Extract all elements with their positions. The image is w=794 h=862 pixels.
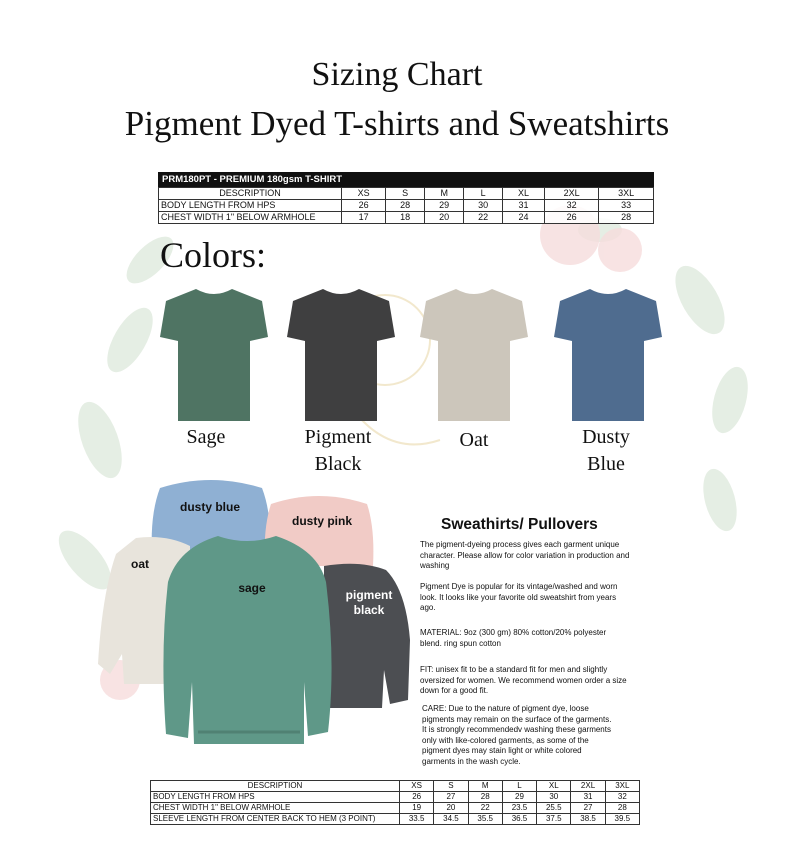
table-header-cell: 2XL	[544, 188, 599, 200]
table-cell: CHEST WIDTH 1" BELOW ARMHOLE	[151, 803, 400, 814]
paragraph-line: MATERIAL: 9oz (300 gm) 80% cotton/20% polyester	[420, 628, 607, 637]
sweatshirt-color-label	[170, 500, 250, 515]
tshirt-color-name: Blue	[587, 453, 625, 475]
table-cell: 29	[502, 792, 536, 803]
table-cell: 28	[468, 792, 502, 803]
table-cell: 20	[434, 803, 468, 814]
table-header-cell: 2XL	[571, 781, 605, 792]
table-header-cell: DESCRIPTION	[151, 781, 400, 792]
table-cell: 30	[464, 200, 503, 212]
material-paragraph	[420, 628, 690, 649]
page-subtitle: Pigment Dyed T-shirts and Sweatshirts	[124, 104, 670, 143]
table-cell: 24	[503, 212, 545, 224]
paragraph-line: down for a good fit.	[420, 686, 489, 695]
table-header-cell: DESCRIPTION	[159, 188, 342, 200]
table-header-cell: S	[386, 188, 425, 200]
paragraph-line: character. Please allow for color variation in production and	[420, 550, 630, 560]
sweatshirt-sage-image	[158, 532, 336, 752]
paragraph-line: It is strongly recommendedv washing these garments	[422, 725, 611, 734]
table-cell: 31	[503, 200, 545, 212]
table-cell: 33	[599, 200, 654, 212]
table-row	[151, 792, 640, 803]
colors-heading: Colors:	[160, 235, 267, 275]
sweatshirt-color-name: dusty pink	[291, 514, 352, 528]
sweatshirt-color-label	[118, 557, 162, 572]
tshirt-color-label	[424, 427, 524, 454]
paragraph-line: blend. ring spun cotton	[420, 638, 501, 648]
sweatshirt-color-name: black	[353, 603, 385, 617]
table-header-row	[151, 781, 640, 792]
page-title: Sizing Chart	[311, 56, 483, 93]
table-cell: 29	[425, 200, 464, 212]
tshirt-dusty-blue-image	[552, 285, 664, 425]
tshirt-color-label	[288, 424, 388, 478]
table-cell: 38.5	[571, 814, 605, 825]
table-cell: 32	[544, 200, 599, 212]
tshirt-size-table	[158, 172, 654, 224]
table-cell: 30	[537, 792, 571, 803]
table-cell: 35.5	[468, 814, 502, 825]
fit-paragraph	[420, 665, 690, 697]
table-row	[151, 803, 640, 814]
table-row	[159, 200, 654, 212]
sweatshirt-color-name: pigment	[345, 588, 393, 602]
table-cell: 26	[544, 212, 599, 224]
tshirt-color-name: Oat	[459, 429, 489, 451]
table-cell: 31	[571, 792, 605, 803]
table-cell: 18	[386, 212, 425, 224]
table-cell: BODY LENGTH FROM HPS	[159, 200, 342, 212]
paragraph-line: washing	[420, 561, 450, 570]
sweatshirt-color-name: dusty blue	[179, 500, 240, 514]
sweatshirt-color-label	[222, 581, 282, 596]
table-header-row	[159, 188, 654, 200]
paragraph-line: ago.	[420, 603, 436, 612]
tshirt-color-name: Sage	[186, 426, 226, 448]
table-row	[151, 814, 640, 825]
tshirt-table-caption: PRM180PT - PREMIUM 180gsm T-SHIRT	[158, 172, 654, 187]
table-cell: 28	[605, 803, 639, 814]
table-header-cell: XS	[342, 188, 386, 200]
table-cell: 20	[425, 212, 464, 224]
table-cell: 34.5	[434, 814, 468, 825]
table-header-cell: XL	[503, 188, 545, 200]
table-header-cell: XS	[400, 781, 434, 792]
table-cell: 39.5	[605, 814, 639, 825]
paragraph-line: The pigment-dyeing process gives each garment unique	[420, 540, 620, 549]
table-cell: 26	[400, 792, 434, 803]
table-cell: 26	[342, 200, 386, 212]
tshirt-color-name: Black	[314, 453, 362, 475]
table-cell: CHEST WIDTH 1" BELOW ARMHOLE	[159, 212, 342, 224]
table-cell: 23.5	[502, 803, 536, 814]
table-cell: 28	[599, 212, 654, 224]
paragraph-line: only with like-colored garments, as some of the	[422, 735, 589, 745]
paragraph-line: CARE: Due to the nature of pigment dye, loose	[422, 704, 589, 713]
paragraph-line: garments in the wash cycle.	[422, 756, 521, 766]
table-header-cell: 3XL	[605, 781, 639, 792]
table-row	[159, 212, 654, 224]
sweatshirt-color-label	[280, 514, 364, 529]
tshirt-color-label	[556, 424, 656, 478]
table-cell: 33.5	[400, 814, 434, 825]
tshirt-color-name: Dusty	[582, 426, 630, 448]
table-cell: 17	[342, 212, 386, 224]
table-header-cell: 3XL	[599, 188, 654, 200]
table-cell: 36.5	[502, 814, 536, 825]
table-cell: SLEEVE LENGTH FROM CENTER BACK TO HEM (3 POINT)	[151, 814, 400, 825]
table-header-cell: L	[464, 188, 503, 200]
tshirt-color-name: Pigment	[304, 426, 372, 448]
table-header-cell: L	[502, 781, 536, 792]
sweatshirt-heading: Sweathirts/ Pullovers	[441, 516, 598, 533]
table-header-cell: M	[425, 188, 464, 200]
description-paragraph	[420, 540, 690, 572]
table-cell: 28	[386, 200, 425, 212]
table-cell: 22	[468, 803, 502, 814]
table-cell: 27	[571, 803, 605, 814]
pigment-dye-paragraph	[420, 582, 690, 614]
table-cell: 22	[464, 212, 503, 224]
tshirt-oat-image	[418, 285, 530, 425]
table-cell: BODY LENGTH FROM HPS	[151, 792, 400, 803]
sweatshirt-color-name: sage	[238, 581, 266, 595]
care-paragraph	[422, 704, 692, 767]
sweatshirt-color-name: oat	[131, 557, 149, 571]
tshirt-sage-image	[158, 285, 270, 425]
sweatshirt-size-table	[150, 780, 640, 825]
tshirt-pigment-black-image	[285, 285, 397, 425]
table-cell: 27	[434, 792, 468, 803]
table-header-cell: XL	[537, 781, 571, 792]
table-header-cell: M	[468, 781, 502, 792]
table-cell: 25.5	[537, 803, 571, 814]
paragraph-line: Pigment Dye is popular for its vintage/washed and worn	[420, 582, 618, 591]
paragraph-line: pigments may remain on the surface of the garments.	[422, 714, 612, 724]
paragraph-line: pigment dyes may stain light or white colored	[422, 746, 582, 755]
table-cell: 32	[605, 792, 639, 803]
table-cell: 19	[400, 803, 434, 814]
paragraph-line: look. It looks like your favorite old sweatshirt from years	[420, 592, 617, 602]
paragraph-line: oversized for women. We recommend women order a size	[420, 675, 627, 685]
table-header-cell: S	[434, 781, 468, 792]
table-cell: 37.5	[537, 814, 571, 825]
paragraph-line: FIT: unisex fit to be a standard fit for men and slightly	[420, 665, 608, 674]
sweatshirt-color-label	[336, 588, 402, 618]
tshirt-color-label	[156, 424, 256, 451]
